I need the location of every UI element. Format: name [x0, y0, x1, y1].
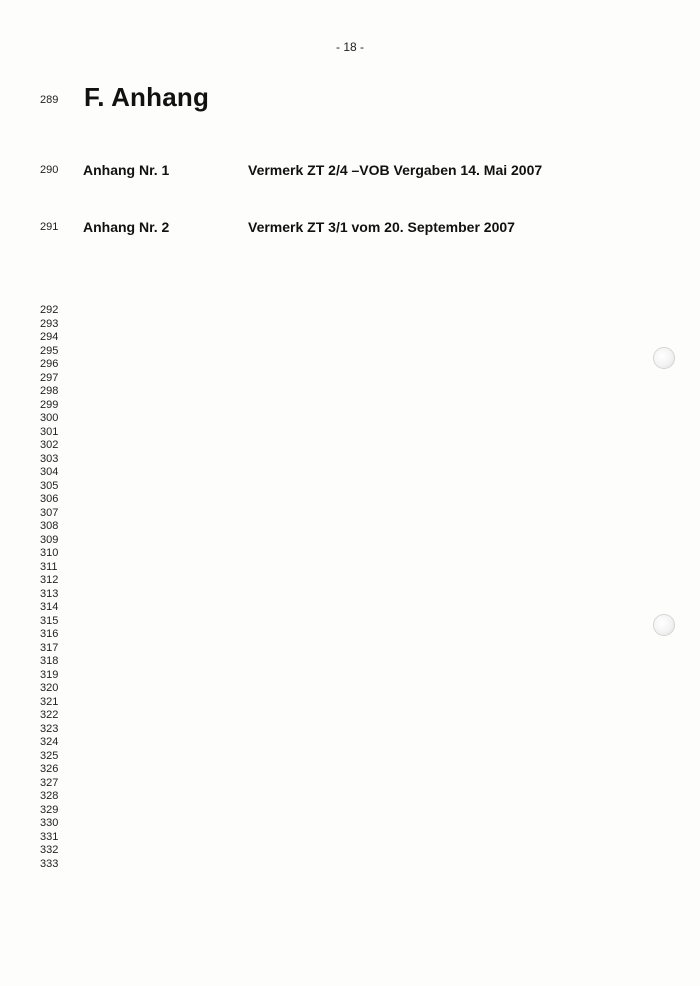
- line-number: 327: [40, 776, 59, 789]
- line-number: 304: [40, 466, 59, 478]
- line-number: 299: [40, 398, 59, 411]
- line-number: 291: [40, 221, 59, 233]
- annex-label: Anhang Nr. 1: [83, 162, 170, 178]
- line-number: 289: [40, 94, 59, 106]
- line-number: 316: [40, 628, 59, 640]
- line-number: 319: [40, 668, 59, 681]
- punch-hole: [654, 348, 674, 368]
- line-number: 323: [40, 722, 59, 735]
- line-number: 331: [40, 830, 59, 843]
- line-number: 309: [40, 533, 59, 546]
- line-number: 292: [40, 304, 59, 316]
- line-number: 308: [40, 520, 59, 532]
- line-number: 312: [40, 574, 59, 586]
- line-number: 311: [40, 560, 58, 573]
- line-number: 325: [40, 749, 59, 762]
- line-number: 329: [40, 803, 59, 816]
- line-number: 293: [40, 317, 59, 330]
- line-number: 332: [40, 844, 59, 856]
- line-number: 317: [40, 641, 59, 654]
- line-number: 320: [40, 682, 59, 694]
- line-number: 290: [40, 164, 59, 176]
- line-number: 313: [40, 587, 59, 600]
- line-number: 314: [40, 601, 59, 613]
- annex-label: Anhang Nr. 2: [83, 219, 170, 235]
- line-number: 326: [40, 763, 59, 775]
- line-number: 321: [40, 695, 59, 708]
- page-number: - 18 -: [335, 40, 364, 54]
- line-number: 305: [40, 479, 59, 492]
- line-number: 322: [40, 709, 59, 721]
- line-number: 303: [40, 452, 59, 465]
- annex-description: Vermerk ZT 2/4 –VOB Vergaben 14. Mai 2007: [248, 162, 543, 178]
- line-number: 315: [40, 614, 59, 627]
- line-number: 297: [40, 371, 59, 384]
- line-number: 300: [40, 412, 59, 424]
- line-number: 333: [40, 857, 59, 870]
- section-title: F. Anhang: [84, 82, 210, 112]
- line-number: 324: [40, 736, 59, 748]
- line-number: 307: [40, 506, 59, 519]
- line-number: 302: [40, 439, 59, 451]
- line-number: 306: [40, 493, 59, 505]
- line-number: 298: [40, 385, 59, 397]
- line-number: 295: [40, 344, 59, 357]
- line-number: 294: [40, 331, 59, 343]
- line-number: 296: [40, 358, 59, 370]
- line-number-list: [40, 304, 58, 871]
- line-number: 310: [40, 547, 59, 559]
- line-number: 318: [40, 655, 59, 667]
- line-number: 328: [40, 790, 59, 802]
- annex-description: Vermerk ZT 3/1 vom 20. September 2007: [248, 219, 515, 235]
- line-number: 330: [40, 817, 59, 829]
- punch-hole: [654, 615, 674, 635]
- line-number: 301: [40, 425, 59, 438]
